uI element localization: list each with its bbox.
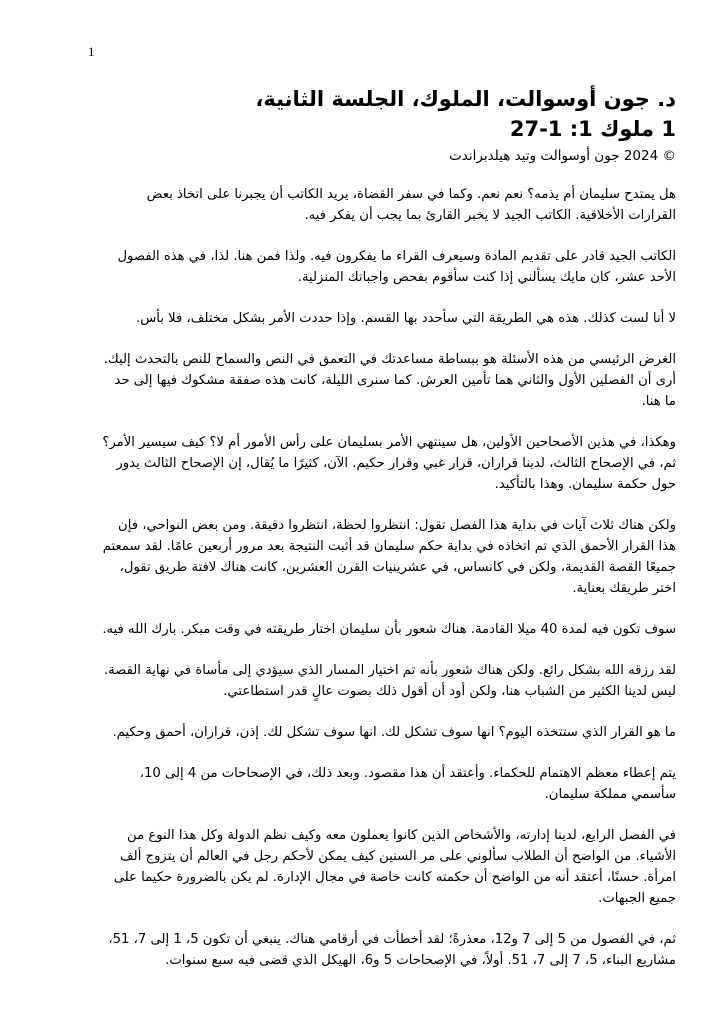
paragraph: لا أنا لست كذلك. هذه هي الطريقة التي سأحدد بها القسم. وإذا حددت الأمر بشكل مختلف، فلا بأس. xyxy=(136,311,676,326)
document-title: د. جون أوسوالت، الملوك، الجلسة الثانية، xyxy=(255,87,676,111)
paragraph: سوف تكون فيه لمدة 40 ميلا القادمة. هناك شعور بأن سليمان اختار طريقته في وقت مبكر. بارك الله فيه. xyxy=(102,622,676,637)
document-body xyxy=(100,184,676,991)
copyright-line: © 2024 جون أوسوالت وتيد هيلدبراندت xyxy=(449,148,676,164)
paragraph: يتم إعطاء معظم الاهتمام للحكماء. وأعتقد أن هذا مقصود. وبعد ذلك، في الإصحاحات من 4 إلى 10، سأسمي مملكة سليمان. xyxy=(139,766,676,802)
paragraph: الغرض الرئيسي من هذه الأسئلة هو ببساطة مساعدتك في التعمق في النص والسماح للنص بالتحدث إليك. أرى أن الفصلين الأول والثاني هما تأمين العرش. كما سنرى الليلة، كانت هذه صفقة مشكوك فيها إلى حد ما هنا. xyxy=(103,352,676,409)
paragraph: ولكن هناك ثلاث آيات في بداية هذا الفصل تقول: انتظروا لحظة، انتظروا دقيقة. ومن بعض النواحي، فإن هذا القرار الأحمق الذي تم اتخاذه في بداية حكم سليمان قد أثبت النتيجة بعد مرور أربعين عامًا. لقد سمعتم جميعًا القصة القديمة، ولكن في كانساس، في عشرينيات القرن العشرين، كانت هناك لافتة طريق تقول، اختر طريقك بعناية. xyxy=(102,518,676,596)
page-number: 1 xyxy=(88,44,95,59)
paragraph: في الفصل الرابع، لدينا إدارته، والأشخاص الذين كانوا يعملون معه وكيف نظم الدولة وكل هذا النوع من الأشياء. من الواضح أن الطلاب سألوني على مر السنين كيف يمكن لأحكم رجل في العالم أن يتزوج ألف امرأة. حسنًا، أعتقد أنه من الواضح أن حكمته كانت خاصة في مجال الإدارة. لم يكن بالضرورة حكيما على جميع الجبهات. xyxy=(113,828,676,906)
paragraph: هل يمتدح سليمان أم يذمه؟ نعم نعم. وكما في سفر القضاة، يريد الكاتب أن يجبرنا على اتخاذ بعض القرارات الأخلاقية. الكاتب الجيد لا يخبر القارئ بما يجب أن يفكر فيه. xyxy=(146,187,676,223)
paragraph: ما هو القرار الذي ستتخذه اليوم؟ انها سوف تشكل لك. انها سوف تشكل لك. إذن، قراران، أحمق وحكيم. xyxy=(112,725,676,740)
paragraph: ثم، في الفصول من 5 إلى 7 و12، معذرةً؛ لقد أخطأت في أرقامي هناك. ينبغي أن تكون 5، 1 إلى 7، 51، مشاريع البناء، 5، 7 إلى 7، 51. أولاً، في الإصحاحات 5 و6، الهيكل الذي قضى فيه سبع سنوات. xyxy=(108,932,676,968)
document-subtitle: 1 ملوك 1: 1-27 xyxy=(509,117,676,141)
document-header xyxy=(100,84,676,166)
paragraph: وهكذا، في هذين الأصحاحين الأولين، هل سينتهي الأمر بسليمان على رأس الأمور أم لا؟ كيف سيسير الأمر؟ ثم، في الإصحاح الثالث، لدينا قراران، قرار غبي وقرار حكيم. الآن، كثيرًا ما يُقال، إن الإصحاح الثالث يدور حول حكمة سليمان. وهذا بالتأكيد. xyxy=(102,435,676,492)
paragraph: لقد رزقه الله بشكل رائع. ولكن هناك شعور بأنه تم اختيار المسار الذي سيؤدي إلى مأساة في نهاية القصة. ليس لدينا الكثير من الشباب هنا، ولكن أود أن أقول ذلك بصوت عالٍ قدر استطاعتي. xyxy=(103,663,676,699)
paragraph: الكاتب الجيد قادر على تقديم المادة وسيعرف القراء ما يفكرون فيه. ولذا فمن هنا. لذا، في هذه الفصول الأحد عشر، كان مايك يسألني إذا كنت سأقوم بفحص واجباتك المنزلية. xyxy=(117,249,676,285)
